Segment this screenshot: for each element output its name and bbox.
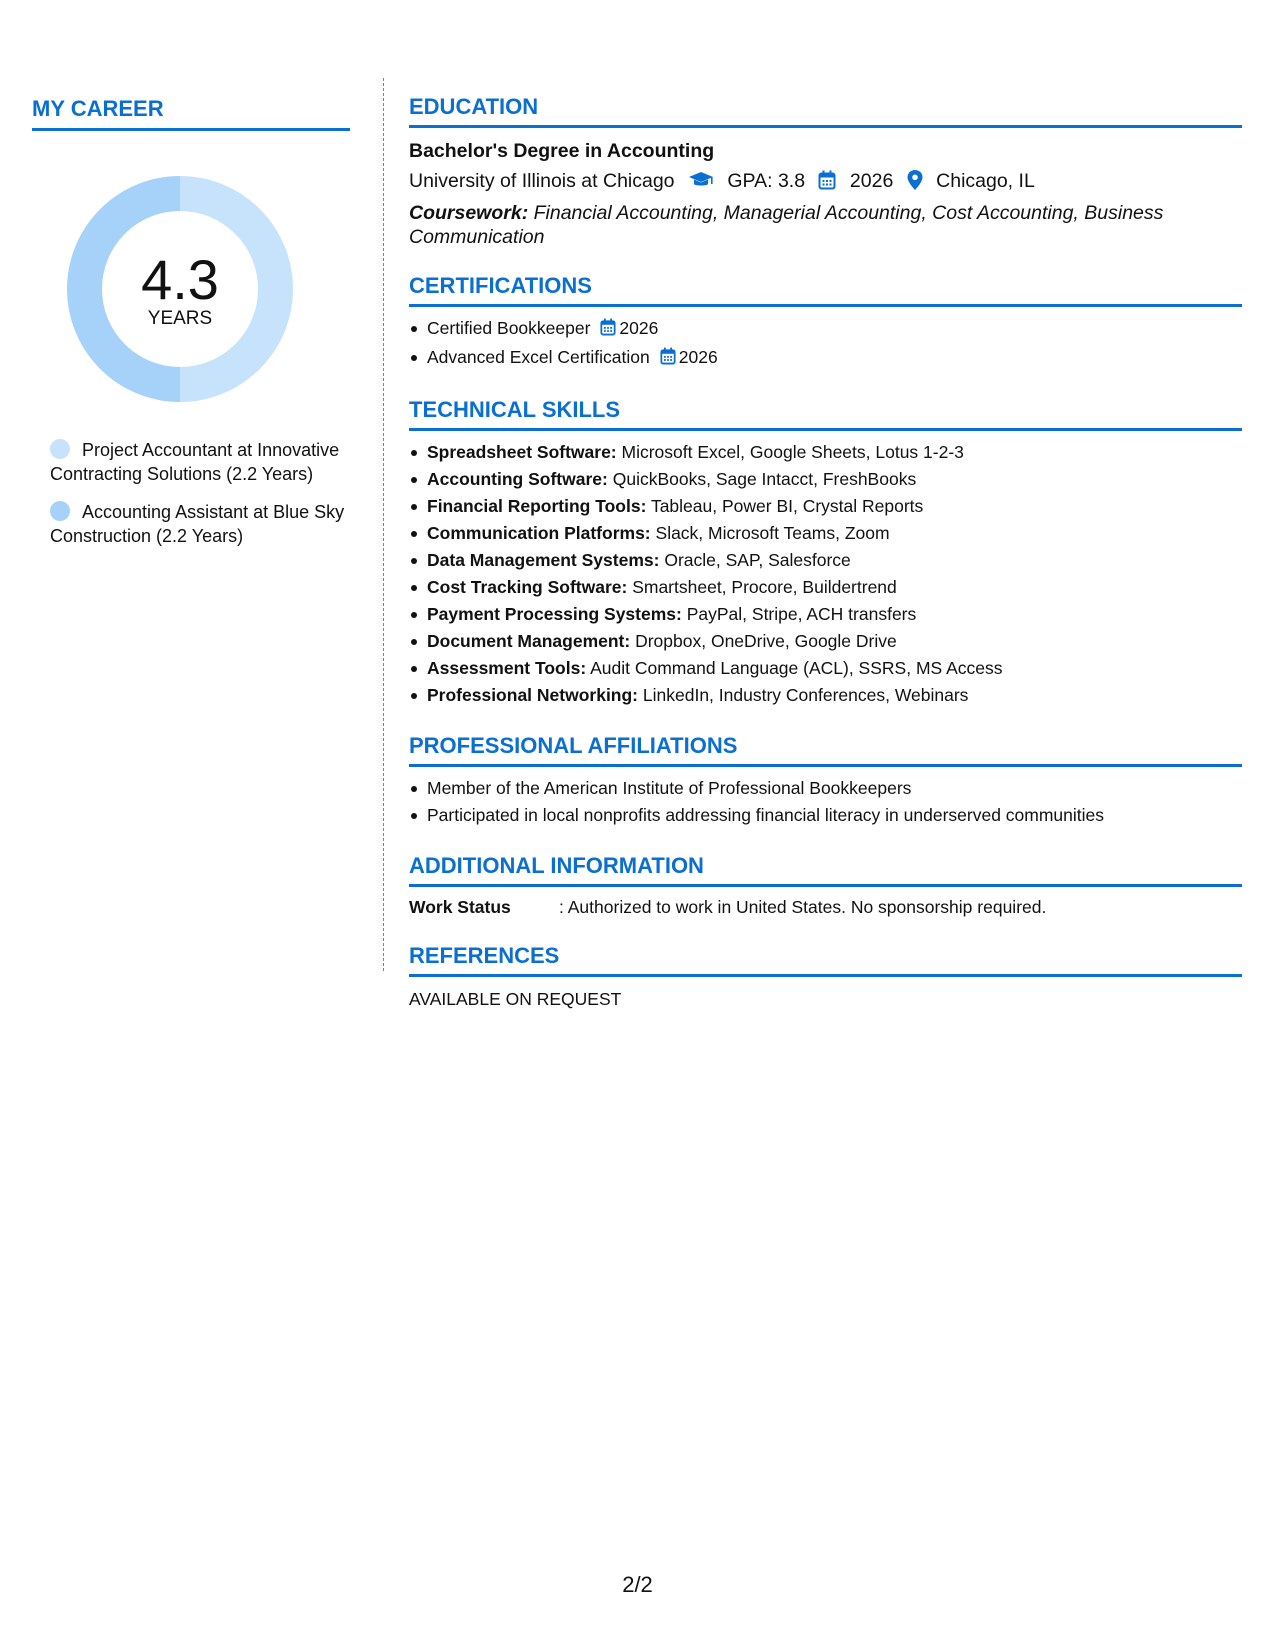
- list-item: [409, 655, 1242, 682]
- school-location: Chicago, IL: [936, 170, 1035, 192]
- skill-value: Oracle, SAP, Salesforce: [664, 550, 851, 570]
- certification-year: 2026: [678, 347, 718, 367]
- career-section-title: MY CAREER: [32, 96, 350, 131]
- skill-value: LinkedIn, Industry Conferences, Webinars: [642, 685, 969, 705]
- list-item: [409, 466, 1242, 493]
- skill-value: Microsoft Excel, Google Sheets, Lotus 1-2-3: [621, 442, 964, 462]
- coursework: [409, 201, 1242, 249]
- skill-value: Slack, Microsoft Teams, Zoom: [655, 523, 890, 543]
- certification-name: Advanced Excel Certification: [427, 347, 650, 367]
- list-item: Participated in local nonprofits addressing financial literacy in underserved communities: [409, 802, 1242, 829]
- graduation-year: 2026: [849, 170, 894, 192]
- references-section: [409, 943, 1242, 1011]
- school-name: University of Illinois at Chicago: [409, 170, 675, 192]
- main-column: [409, 94, 1242, 1011]
- calendar-icon: [600, 317, 616, 344]
- list-item: [409, 439, 1242, 466]
- gpa: GPA: 3.8: [727, 170, 806, 192]
- coursework-list: Financial Accounting, Managerial Accounting, Cost Accounting, Business Communication: [409, 202, 1164, 248]
- references-text: AVAILABLE ON REQUEST: [409, 989, 622, 1009]
- skill-label: Data Management Systems:: [427, 550, 660, 570]
- list-item: [409, 628, 1242, 655]
- skill-label: Communication Platforms:: [427, 523, 651, 543]
- skills-section: [409, 397, 1242, 709]
- work-status-label: Work Status: [409, 897, 511, 917]
- additional-info-title: ADDITIONAL INFORMATION: [409, 853, 1242, 887]
- certification-year: 2026: [619, 318, 659, 338]
- skill-label: Professional Networking:: [427, 685, 639, 705]
- list-item: [409, 574, 1242, 601]
- list-item: [409, 493, 1242, 520]
- education-meta: [409, 168, 1242, 197]
- additional-info-section: [409, 853, 1242, 919]
- skill-label: Financial Reporting Tools:: [427, 496, 647, 516]
- certification-name: Certified Bookkeeper: [427, 318, 591, 338]
- skill-value: Dropbox, OneDrive, Google Drive: [635, 631, 897, 651]
- legend-dot-2: [50, 501, 70, 521]
- career-legend-item: [50, 438, 350, 486]
- career-column: [32, 96, 350, 562]
- total-years-value: 4.3: [141, 248, 219, 311]
- skill-value: PayPal, Stripe, ACH transfers: [686, 604, 917, 624]
- affiliations-section: [409, 733, 1242, 829]
- calendar-icon: [818, 170, 836, 197]
- skill-label: Accounting Software:: [427, 469, 608, 489]
- certifications-title: CERTIFICATIONS: [409, 273, 1242, 307]
- skill-label: Payment Processing Systems:: [427, 604, 682, 624]
- skill-value: QuickBooks, Sage Intacct, FreshBooks: [612, 469, 917, 489]
- skill-label: Cost Tracking Software:: [427, 577, 628, 597]
- page-number: 2/2: [622, 1572, 653, 1597]
- affiliations-list: [409, 775, 1242, 829]
- list-item: [409, 601, 1242, 628]
- career-donut-chart: [67, 176, 293, 402]
- references-title: REFERENCES: [409, 943, 1242, 977]
- coursework-label: Coursework:: [409, 202, 529, 224]
- education-title: EDUCATION: [409, 94, 1242, 128]
- list-item: Member of the American Institute of Professional Bookkeepers: [409, 775, 1242, 802]
- career-legend-item: [50, 500, 350, 548]
- skills-list: [409, 439, 1242, 709]
- calendar-icon: [660, 346, 676, 373]
- list-item: [409, 344, 1242, 373]
- list-item: [409, 547, 1242, 574]
- skill-value: Audit Command Language (ACL), SSRS, MS Access: [590, 658, 1003, 678]
- graduation-cap-icon: [688, 170, 714, 197]
- degree-name: Bachelor's Degree in Accounting: [409, 140, 715, 162]
- legend-dot-1: [50, 439, 70, 459]
- skill-value: Smartsheet, Procore, Buildertrend: [632, 577, 897, 597]
- career-item-label: Accounting Assistant at Blue Sky Construction (2.2 Years): [50, 502, 345, 546]
- list-item: [409, 520, 1242, 547]
- certifications-section: [409, 273, 1242, 373]
- career-item-label: Project Accountant at Innovative Contracting Solutions (2.2 Years): [50, 440, 340, 484]
- work-status-value: : Authorized to work in United States. No sponsorship required.: [559, 897, 1047, 917]
- location-pin-icon: [907, 170, 923, 197]
- education-section: [409, 94, 1242, 249]
- list-item: [409, 315, 1242, 344]
- skills-title: TECHNICAL SKILLS: [409, 397, 1242, 431]
- career-legend: [32, 438, 350, 548]
- work-status-row: [409, 895, 1242, 919]
- skill-value: Tableau, Power BI, Crystal Reports: [650, 496, 924, 516]
- list-item: [409, 682, 1242, 709]
- skill-label: Assessment Tools:: [427, 658, 587, 678]
- affiliations-title: PROFESSIONAL AFFILIATIONS: [409, 733, 1242, 767]
- total-years-unit: YEARS: [147, 308, 213, 329]
- skill-label: Document Management:: [427, 631, 631, 651]
- column-divider: [383, 78, 384, 971]
- certifications-list: [409, 315, 1242, 373]
- skill-label: Spreadsheet Software:: [427, 442, 617, 462]
- donut-center: [67, 176, 293, 402]
